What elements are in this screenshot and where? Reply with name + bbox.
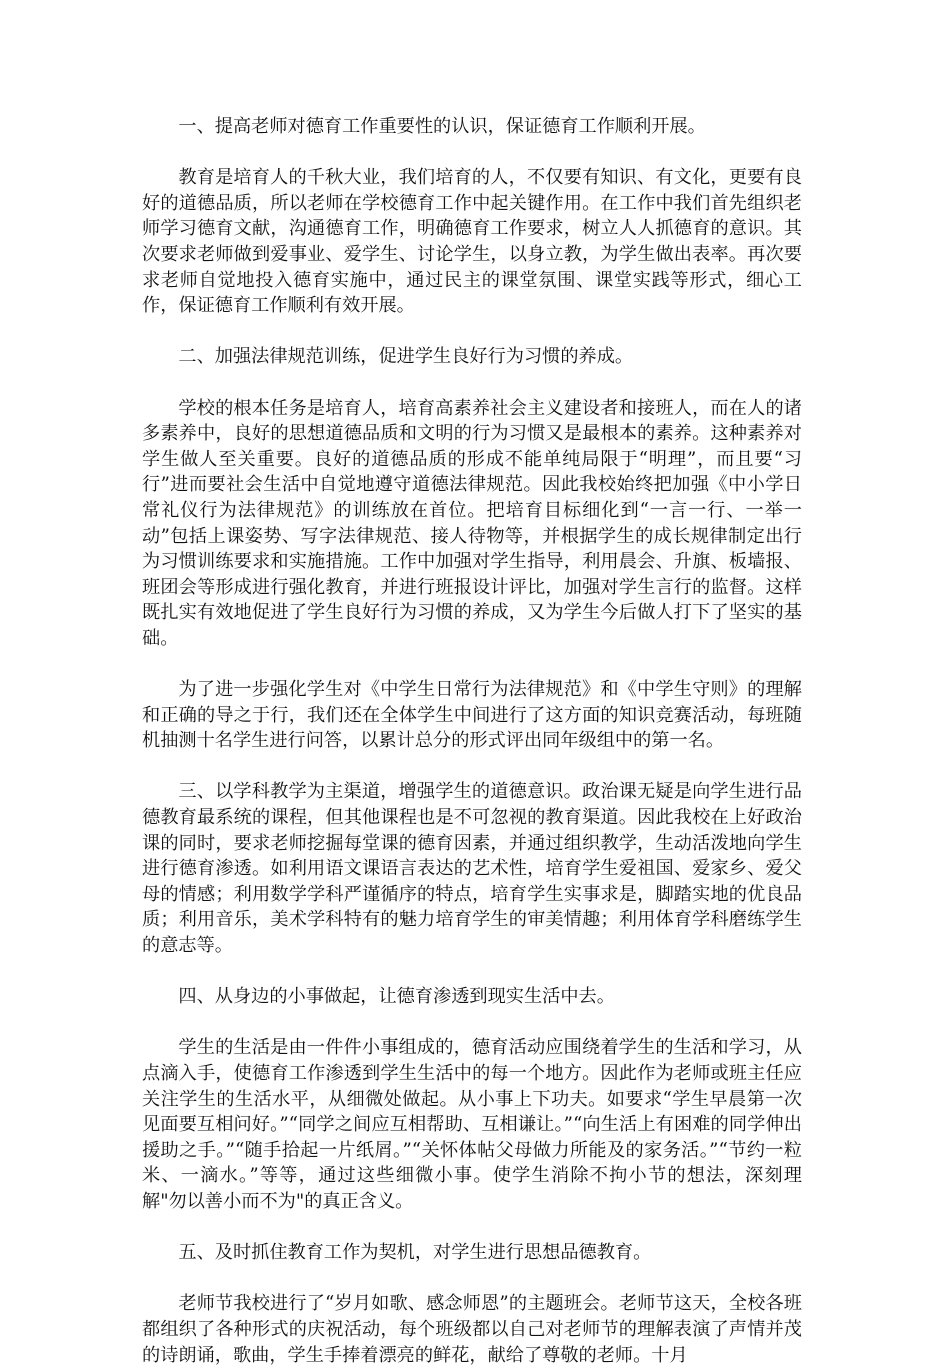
section-heading-5: 五、及时抓住教育工作为契机，对学生进行思想品德教育。: [178, 1242, 652, 1264]
section-heading-2: 二、加强法律规范训练，促进学生良好行为习惯的养成。: [178, 346, 634, 368]
body-paragraph: 学校的根本任务是培育人，培育高素养社会主义建设者和接班人，而在人的诸多素养中，良好的思想道德品质和文明的行为习惯又是最根本的素养。这种素养对学生做人至关重要。良好的道德品质的形成不能单纯局限于“明理”，而且要“习行”进而要社会生活中自觉地遵守道德法律规范。因此我校始终把加强《中小学日常礼仪行为法律规范》的训练放在首位。把培育目标细化到“一言一行、一举一动”包括上课姿势、写字法律规范、接人待物等，并根据学生的成长规律制定出行为习惯训练要求和实施措施。工作中加强对学生指导，利用晨会、升旗、板墙报、班团会等形成进行强化教育，并进行班报设计评比，加强对学生言行的监督。这样既扎实有效地促进了学生良好行为习惯的养成，又为学生今后做人打下了坚实的基础。: [142, 397, 802, 649]
body-paragraph: 为了进一步强化学生对《中学生日常行为法律规范》和《中学生守则》的理解和正确的导之于行，我们还在全体学生中间进行了这方面的知识竞赛活动，每班随机抽测十名学生进行问答，以累计总分的形式评出同年级组中的第一名。: [142, 679, 802, 752]
body-paragraph: 老师节我校进行了“岁月如歌、感念师恩”的主题班会。老师节这天，全校各班都组织了各种形式的庆祝活动，每个班级都以自己对老师节的理解表演了声情并茂的诗朗诵，歌曲，学生手捧着漂亮的鲜花，献给了尊敬的老师。十月: [142, 1293, 802, 1366]
body-paragraph: 学生的生活是由一件件小事组成的，德育活动应围绕着学生的生活和学习，从点滴入手，使德育工作渗透到学生生活中的每一个地方。因此作为老师或班主任应关注学生的生活水平，从细微处做起。从小事上下功夫。如要求“学生早晨第一次见面要互相问好。”“同学之间应互相帮助、互相谦让。”“向生活上有困难的同学伸出援助之手。”“随手拾起一片纸屑。”“关怀体帖父母做力所能及的家务活。”“节约一粒米、一滴水。”等等，通过这些细微小事。使学生消除不拘小节的想法，深刻理解"勿以善小而不为"的真正含义。: [142, 1037, 802, 1212]
document-body: [142, 114, 802, 1368]
section-heading-1: 一、提高老师对德育工作重要性的认识，保证德育工作顺利开展。: [178, 116, 706, 137]
body-paragraph: 教育是培育人的千秋大业，我们培育的人，不仅要有知识、有文化，更要有良好的道德品质，所以老师在学校德育工作中起关键作用。在工作中我们首先组织老师学习德育文献，沟通德育工作，明确德育工作要求，树立人人抓德育的意识。其次要求老师做到爱事业、爱学生、讨论学生，以身立教，为学生做出表率。再次要求老师自觉地投入德育实施中，通过民主的课堂氛围、课堂实践等形式，细心工作，保证德育工作顺利有效开展。: [142, 167, 802, 317]
section-heading-4: 四、从身边的小事做起，让德育渗透到现实生活中去。: [178, 986, 615, 1008]
section-paragraph-3: 三、以学科教学为主渠道，增强学生的道德意识。政治课无疑是向学生进行品德教育最系统的课程，但其他课程也是不可忽视的教育渠道。因此我校在上好政治课的同时，要求老师挖掘每堂课的德育因素，并通过组织教学，生动活泼地向学生进行德育渗透。如利用语文课语言表达的艺术性，培育学生爱祖国、爱家乡、爱父母的情感；利用数学学科严谨循序的特点，培育学生实事求是，脚踏实地的优良品质；利用音乐，美术学科特有的魅力培育学生的审美情趣；利用体育学科磨练学生的意志等。: [142, 781, 802, 956]
